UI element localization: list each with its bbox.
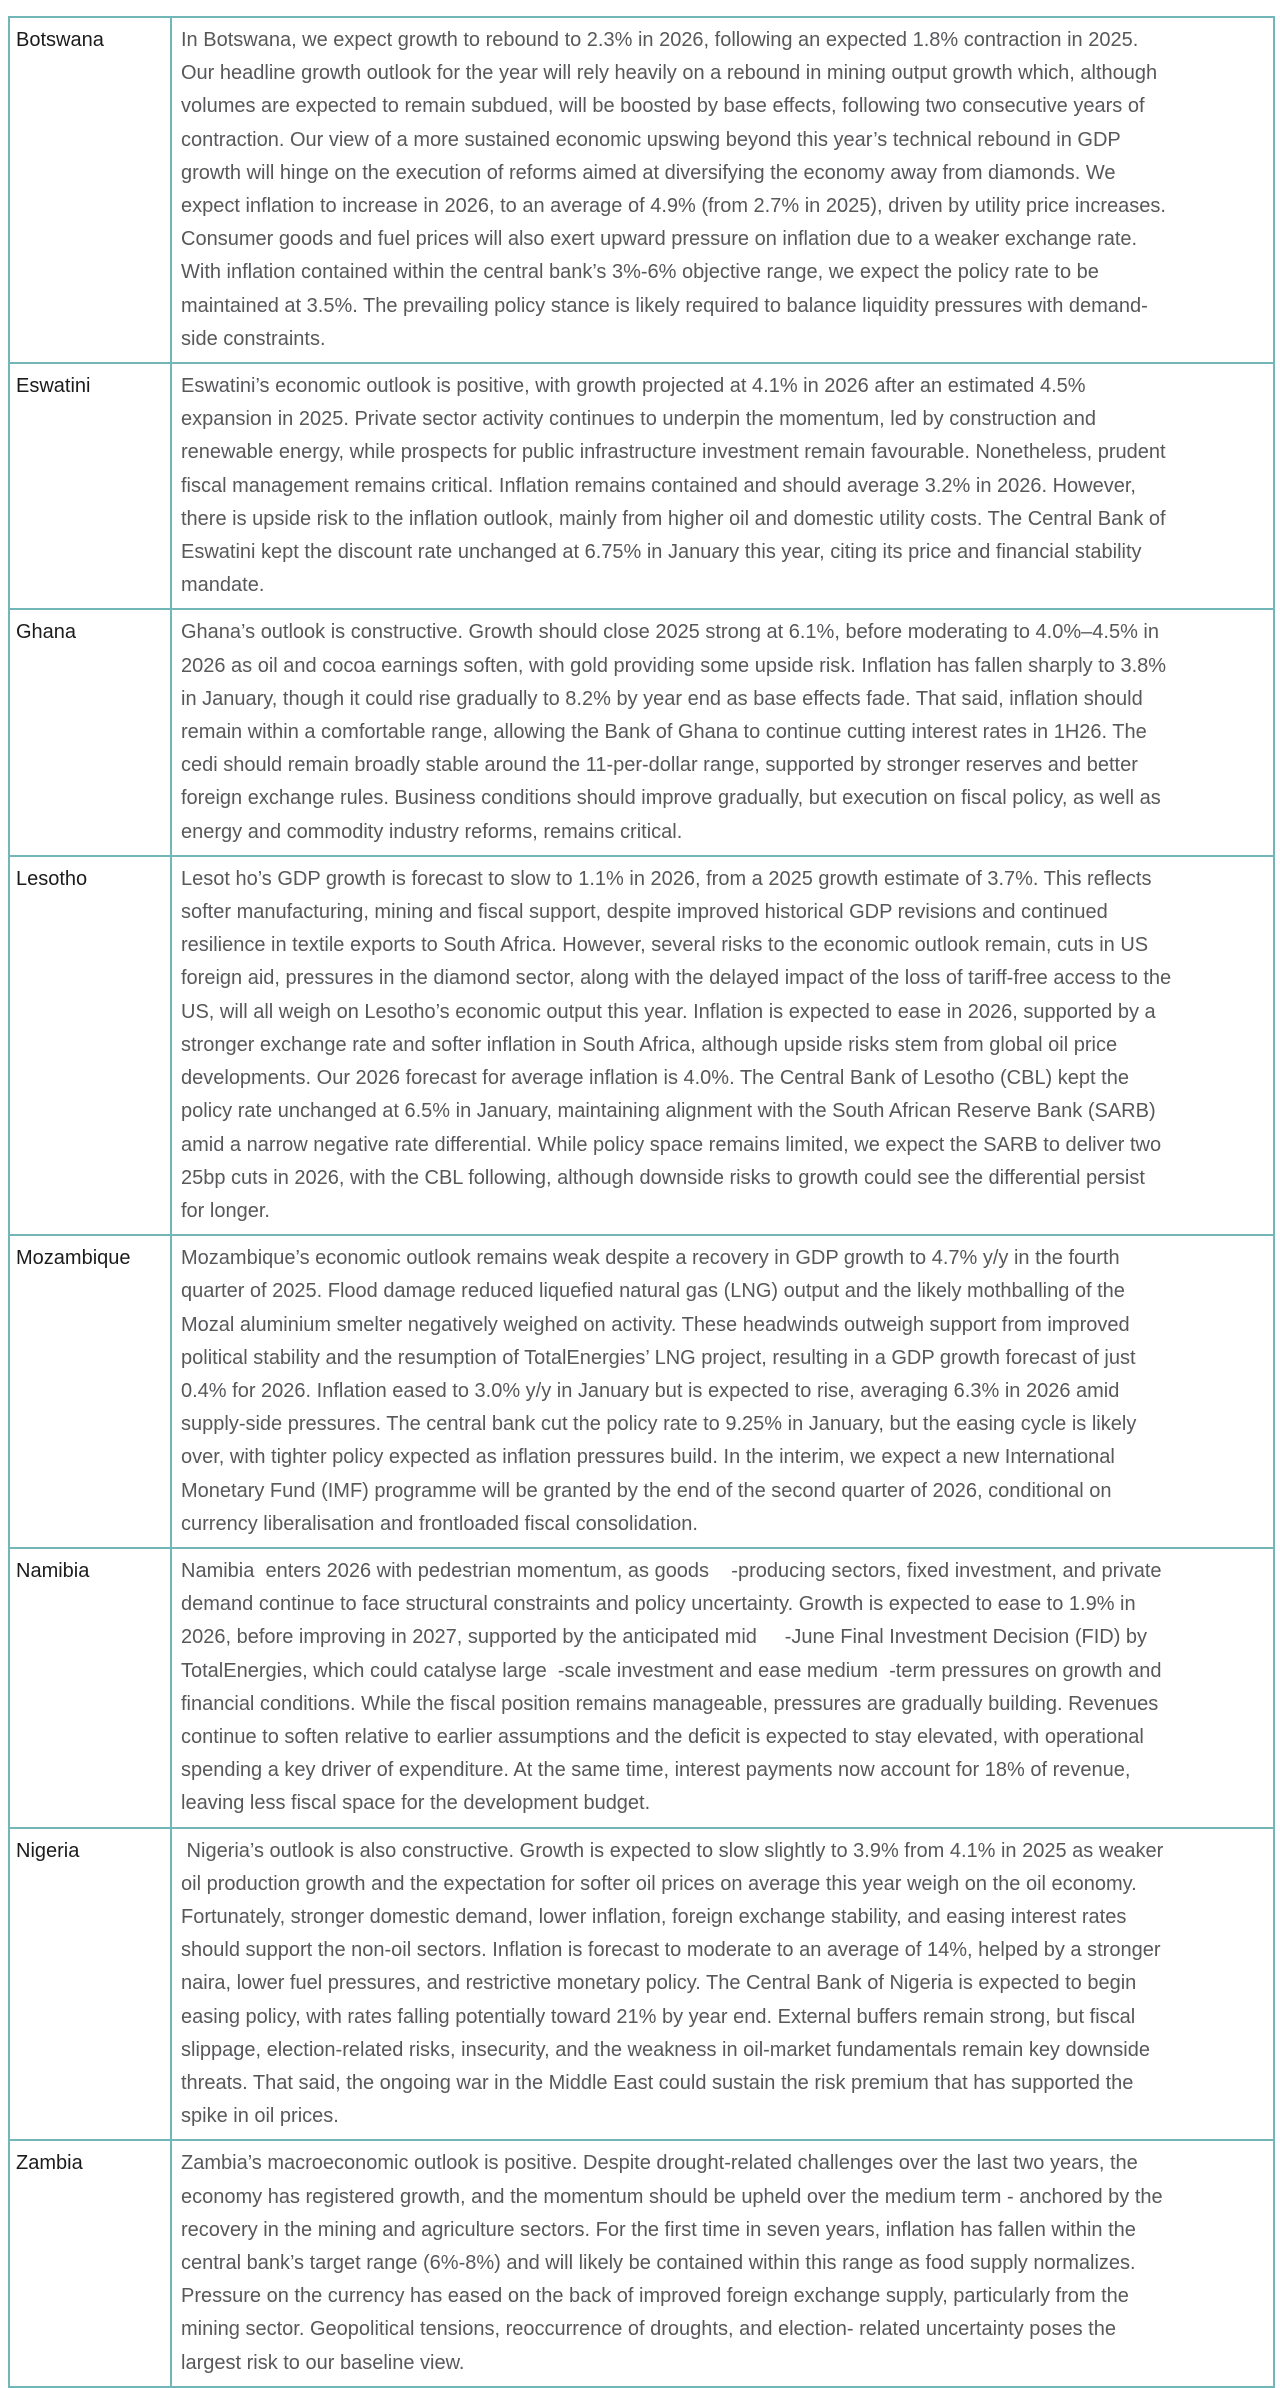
table-row xyxy=(9,856,1274,1235)
table-row xyxy=(9,1235,1274,1548)
outlook-text: Lesot ho’s GDP growth is forecast to slow to 1.1% in 2026, from a 2025 growth estimate of 3.7%. This reflects softer manufacturing, mining and fiscal support, despite improved historical GDP revisions and continued resilience in textile exports to South Africa. However, several risks to the economic outlook remain, cuts in US foreign aid, pressures in the diamond sector, along with the delayed impact of the loss of tariff-free access to the US, will all weigh on Lesotho’s economic output this year. Inflation is expected to ease in 2026, supported by a stronger exchange rate and softer inflation in South Africa, although upside risks stem from global oil price developments. Our 2026 forecast for average inflation is 4.0%. The Central Bank of Lesotho (CBL) kept the policy rate unchanged at 6.5% in January, maintaining alignment with the South African Reserve Bank (SARB) amid a narrow negative rate differential. While policy space remains limited, we expect the SARB to deliver two 25bp cuts in 2026, with the CBL following, although downside risks to growth could see the differential persist for longer. xyxy=(171,856,1274,1235)
outlook-text: Ghana’s outlook is constructive. Growth should close 2025 strong at 6.1%, before moderating to 4.0%–4.5% in 2026 as oil and cocoa earnings soften, with gold providing some upside risk. Inflation has fallen sharply to 3.8% in January, though it could rise gradually to 8.2% by year end as base effects fade. That said, inflation should remain within a comfortable range, allowing the Bank of Ghana to continue cutting interest rates in 1H26. The cedi should remain broadly stable around the 11-per-dollar range, supported by stronger reserves and better foreign exchange rules. Business conditions should improve gradually, but execution on fiscal policy, as well as energy and commodity industry reforms, remains critical. xyxy=(171,609,1274,855)
country-label: Zambia xyxy=(9,2140,171,2386)
country-label: Lesotho xyxy=(9,856,171,1235)
table-row xyxy=(9,609,1274,855)
table-row xyxy=(9,1548,1274,1828)
table-row xyxy=(9,363,1274,609)
outlook-text: Zambia’s macroeconomic outlook is positive. Despite drought-related challenges over the last two years, the economy has registered growth, and the momentum should be upheld over the medium term - anchored by the recovery in the mining and agriculture sectors. For the first time in seven years, inflation has fallen within the central bank’s target range (6%-8%) and will likely be contained within this range as food supply normalizes. Pressure on the currency has eased on the back of improved foreign exchange supply, particularly from the mining sector. Geopolitical tensions, reoccurrence of droughts, and election- related uncertainty poses the largest risk to our baseline view. xyxy=(171,2140,1274,2386)
country-label: Eswatini xyxy=(9,363,171,609)
country-label: Nigeria xyxy=(9,1828,171,2141)
country-label: Namibia xyxy=(9,1548,171,1828)
table-row xyxy=(9,17,1274,363)
country-label: Mozambique xyxy=(9,1235,171,1548)
table-row xyxy=(9,2140,1274,2386)
outlook-text: Namibia enters 2026 with pedestrian momentum, as goods -producing sectors, fixed investment, and private demand continue to face structural constraints and policy uncertainty. Growth is expected to ease to 1.9% in 2026, before improving in 2027, supported by the anticipated mid -June Final Investment Decision (FID) by TotalEnergies, which could catalyse large -scale investment and ease medium -term pressures on growth and financial conditions. While the fiscal position remains manageable, pressures are gradually building. Revenues continue to soften relative to earlier assumptions and the deficit is expected to stay elevated, with operational spending a key driver of expenditure. At the same time, interest payments now account for 18% of revenue, leaving less fiscal space for the development budget. xyxy=(171,1548,1274,1828)
outlook-text: In Botswana, we expect growth to rebound to 2.3% in 2026, following an expected 1.8% contraction in 2025. Our headline growth outlook for the year will rely heavily on a rebound in mining output growth which, although volumes are expected to remain subdued, will be boosted by base effects, following two consecutive years of contraction. Our view of a more sustained economic upswing beyond this year’s technical rebound in GDP growth will hinge on the execution of reforms aimed at diversifying the economy away from diamonds. We expect inflation to increase in 2026, to an average of 4.9% (from 2.7% in 2025), driven by utility price increases. Consumer goods and fuel prices will also exert upward pressure on inflation due to a weaker exchange rate. With inflation contained within the central bank’s 3%-6% objective range, we expect the policy rate to be maintained at 3.5%. The prevailing policy stance is likely required to balance liquidity pressures with demand-side constraints. xyxy=(171,17,1274,363)
country-label: Ghana xyxy=(9,609,171,855)
country-outlook-table xyxy=(8,16,1275,2388)
outlook-text: Mozambique’s economic outlook remains weak despite a recovery in GDP growth to 4.7% y/y in the fourth quarter of 2025. Flood damage reduced liquefied natural gas (LNG) output and the likely mothballing of the Mozal aluminium smelter negatively weighed on activity. These headwinds outweigh support from improved political stability and the resumption of TotalEnergies’ LNG project, resulting in a GDP growth forecast of just 0.4% for 2026. Inflation eased to 3.0% y/y in January but is expected to rise, averaging 6.3% in 2026 amid supply-side pressures. The central bank cut the policy rate to 9.25% in January, but the easing cycle is likely over, with tighter policy expected as inflation pressures build. In the interim, we expect a new International Monetary Fund (IMF) programme will be granted by the end of the second quarter of 2026, conditional on currency liberalisation and frontloaded fiscal consolidation. xyxy=(171,1235,1274,1548)
outlook-text: Eswatini’s economic outlook is positive, with growth projected at 4.1% in 2026 after an estimated 4.5% expansion in 2025. Private sector activity continues to underpin the momentum, led by construction and renewable energy, while prospects for public infrastructure investment remain favourable. Nonetheless, prudent fiscal management remains critical. Inflation remains contained and should average 3.2% in 2026. However, there is upside risk to the inflation outlook, mainly from higher oil and domestic utility costs. The Central Bank of Eswatini kept the discount rate unchanged at 6.75% in January this year, citing its price and financial stability mandate. xyxy=(171,363,1274,609)
table-row xyxy=(9,1828,1274,2141)
country-label: Botswana xyxy=(9,17,171,363)
outlook-text: Nigeria’s outlook is also constructive. Growth is expected to slow slightly to 3.9% from 4.1% in 2025 as weaker oil production growth and the expectation for softer oil prices on average this year weigh on the oil economy. Fortunately, stronger domestic demand, lower inflation, foreign exchange stability, and easing interest rates should support the non-oil sectors. Inflation is forecast to moderate to an average of 14%, helped by a stronger naira, lower fuel pressures, and restrictive monetary policy. The Central Bank of Nigeria is expected to begin easing policy, with rates falling potentially toward 21% by year end. External buffers remain strong, but fiscal slippage, election-related risks, insecurity, and the weakness in oil-market fundamentals remain key downside threats. That said, the ongoing war in the Middle East could sustain the risk premium that has supported the spike in oil prices. xyxy=(171,1828,1274,2141)
